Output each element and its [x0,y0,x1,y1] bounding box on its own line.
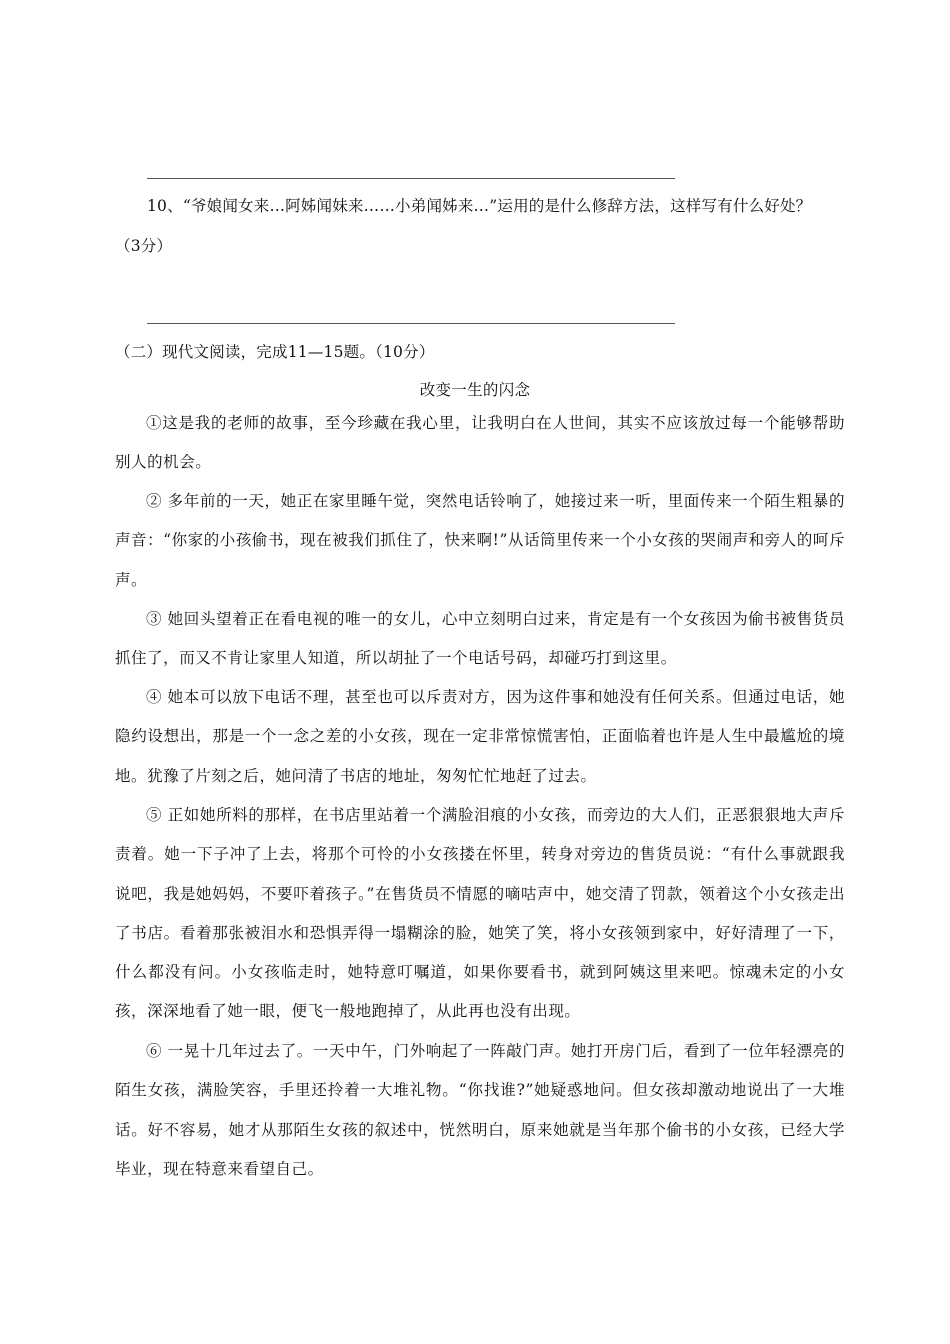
article-title: 改变一生的闪念 [419,381,531,399]
question-10-text: 10、“爷娘闻女来…阿姊闻妹来……小弟闻姊来…”运用的是什么修辞方法，这样写有什么好处？ [147,197,812,215]
answer-line-2 [147,323,675,324]
answer-line-1 [147,178,675,179]
question-10-score: （3分） [115,237,173,255]
paragraph-5: ⑤ 正如她所料的那样，在书店里站着一个满脸泪痕的小女孩，而旁边的大人们，正恶狠狠地大声斥责着。她一下子冲了上去，将那个可怜的小女孩搂在怀里，转身对旁边的售货员说：“有什么事就跟我说吧，我是她妈妈，不要吓着孩子。”在售货员不情愿的嘀咕声中，她交清了罚款，领着这个小女孩走出了书店。看着那张被泪水和恐惧弄得一塌糊涂的脸，她笑了笑，将小女孩领到家中，好好清理了一下，什么都没有问。小女孩临走时，她特意叮嘱道，如果你要看书，就到阿姨这里来吧。惊魂未定的小女孩，深深地看了她一眼，便飞一般地跑掉了，从此再也没有出现。 [115,806,845,1021]
paragraph-1: ①这是我的老师的故事，至今珍藏在我心里，让我明白在人世间，其实不应该放过每一个能够帮助别人的机会。 [115,414,845,472]
section-heading: （二）现代文阅读，完成11—15题。（10分） [115,343,435,361]
paragraph-4: ④ 她本可以放下电话不理，甚至也可以斥责对方，因为这件事和她没有任何关系。但通过电话，她隐约设想出，那是一个一念之差的小女孩，现在一定非常惊慌害怕，正面临着也许是人生中最尴尬的境地。犹豫了片刻之后，她问清了书店的地址，匆匆忙忙地赶了过去。 [115,688,845,785]
paragraph-2: ② 多年前的一天，她正在家里睡午觉，突然电话铃响了，她接过来一听，里面传来一个陌生粗暴的声音：“你家的小孩偷书，现在被我们抓住了，快来啊!”从话筒里传来一个小女孩的哭闹声和旁人的呵斥声。 [115,492,845,589]
paragraph-6: ⑥ 一晃十几年过去了。一天中午，门外响起了一阵敲门声。她打开房门后，看到了一位年轻漂亮的陌生女孩，满脸笑容，手里还拎着一大堆礼物。“你找谁?”她疑惑地问。但女孩却激动地说出了一大堆话。好不容易，她才从那陌生女孩的叙述中，恍然明白，原来她就是当年那个偷书的小女孩，已经大学毕业，现在特意来看望自己。 [115,1042,845,1178]
paragraph-3: ③ 她回头望着正在看电视的唯一的女儿，心中立刻明白过来，肯定是有一个女孩因为偷书被售货员抓住了，而又不肯让家里人知道，所以胡扯了一个电话号码，却碰巧打到这里。 [115,610,845,668]
